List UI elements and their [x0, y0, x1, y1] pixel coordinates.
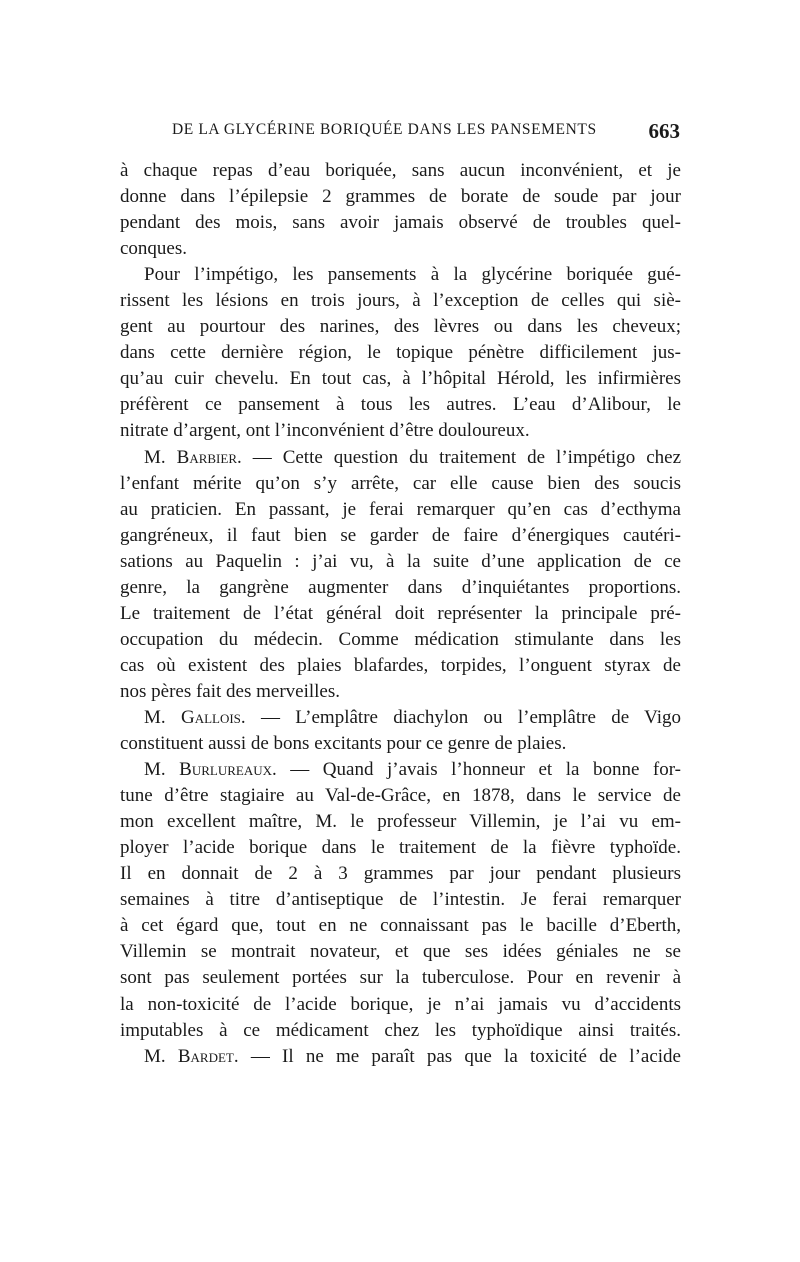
text-line: au praticien. En passant, je ferai remarquer qu’en cas d’ecthyma [120, 498, 681, 520]
text-line: dans cette dernière région, le topique pénètre difficilement jus- [120, 342, 681, 364]
text-line: nos pères fait des merveilles. [120, 680, 341, 702]
text-line: sont pas seulement portées sur la tuberculose. Pour en revenir à [120, 967, 681, 989]
text-line: à chaque repas d’eau boriquée, sans aucun inconvénient, et je [120, 160, 681, 181]
text-line: pendant des mois, sans avoir jamais observé de troubles quel- [120, 212, 681, 234]
text-line: sations au Paquelin : j’ai vu, à la suite d’une application de ce [120, 550, 681, 572]
text-line: conques. [120, 238, 188, 260]
text-line: à cet égard que, tout en ne connaissant pas le bacille d’Eberth, [120, 915, 681, 937]
page-number: 663 [648, 119, 680, 143]
paragraph-start-line: Pour l’impétigo, les pansements à la glycérine boriquée gué- [144, 264, 681, 286]
text-line: nitrate d’argent, ont l’inconvénient d’être douloureux. [120, 420, 530, 442]
text-line: donne dans l’épilepsie 2 grammes de borate de soude par jour [120, 186, 681, 208]
text-line: imputables à ce médicament chez les typhoïdique ainsi traités. [120, 1019, 681, 1041]
text-line: gent au pourtour des narines, des lèvres ou dans les cheveux; [120, 316, 681, 338]
text-line: rissent les lésions en trois jours, à l’exception de celles qui siè- [120, 290, 681, 312]
running-head [120, 119, 680, 145]
text-line: Villemin se montrait novateur, et que ses idées géniales ne se [120, 941, 681, 963]
text-line: ployer l’acide borique dans le traitement de la fièvre typhoïde. [120, 837, 681, 859]
text-line: préfèrent ce pansement à tous les autres. L’eau d’Alibour, le [120, 394, 681, 416]
speaker-line-barbier: M. Barbier. — Cette question du traitement de l’impétigo chez [144, 446, 681, 468]
body-text [120, 158, 681, 1070]
text-line: constituent aussi de bons excitants pour ce genre de plaies. [120, 733, 567, 755]
text-line: semaines à titre d’antiseptique de l’intestin. Je ferai remarquer [120, 889, 681, 911]
text-line: qu’au cuir chevelu. En tout cas, à l’hôpital Hérold, les infirmières [120, 368, 681, 390]
text-line: tune d’être stagiaire au Val-de-Grâce, en 1878, dans le service de [120, 785, 681, 807]
text-line: mon excellent maître, M. le professeur Villemin, je l’ai vu em- [120, 811, 681, 833]
text-line: occupation du médecin. Comme médication stimulante dans les [120, 628, 681, 650]
speaker-line-burlureaux: M. Burlureaux. — Quand j’avais l’honneur et la bonne for- [144, 759, 682, 781]
running-title: DE LA GLYCÉRINE BORIQUÉE DANS LES PANSEMENTS [172, 121, 597, 138]
text-line: gangréneux, il faut bien se garder de faire d’énergiques cautéri- [120, 524, 681, 546]
text-line: genre, la gangrène augmenter dans d’inquiétantes proportions. [120, 576, 681, 598]
speaker-line-bardet: M. Bardet. — Il ne me paraît pas que la toxicité de l’acide [144, 1045, 681, 1067]
text-line: l’enfant mérite qu’on s’y arrête, car elle cause bien des soucis [120, 472, 681, 494]
text-line: cas où existent des plaies blafardes, torpides, l’onguent styrax de [120, 654, 681, 676]
text-line: Il en donnait de 2 à 3 grammes par jour pendant plusieurs [120, 863, 681, 885]
text-line: la non-toxicité de l’acide borique, je n’ai jamais vu d’accidents [120, 993, 681, 1015]
text-line: Le traitement de l’état général doit représenter la principale pré- [120, 602, 681, 624]
speaker-line-gallois: M. Gallois. — L’emplâtre diachylon ou l’emplâtre de Vigo [144, 706, 681, 728]
